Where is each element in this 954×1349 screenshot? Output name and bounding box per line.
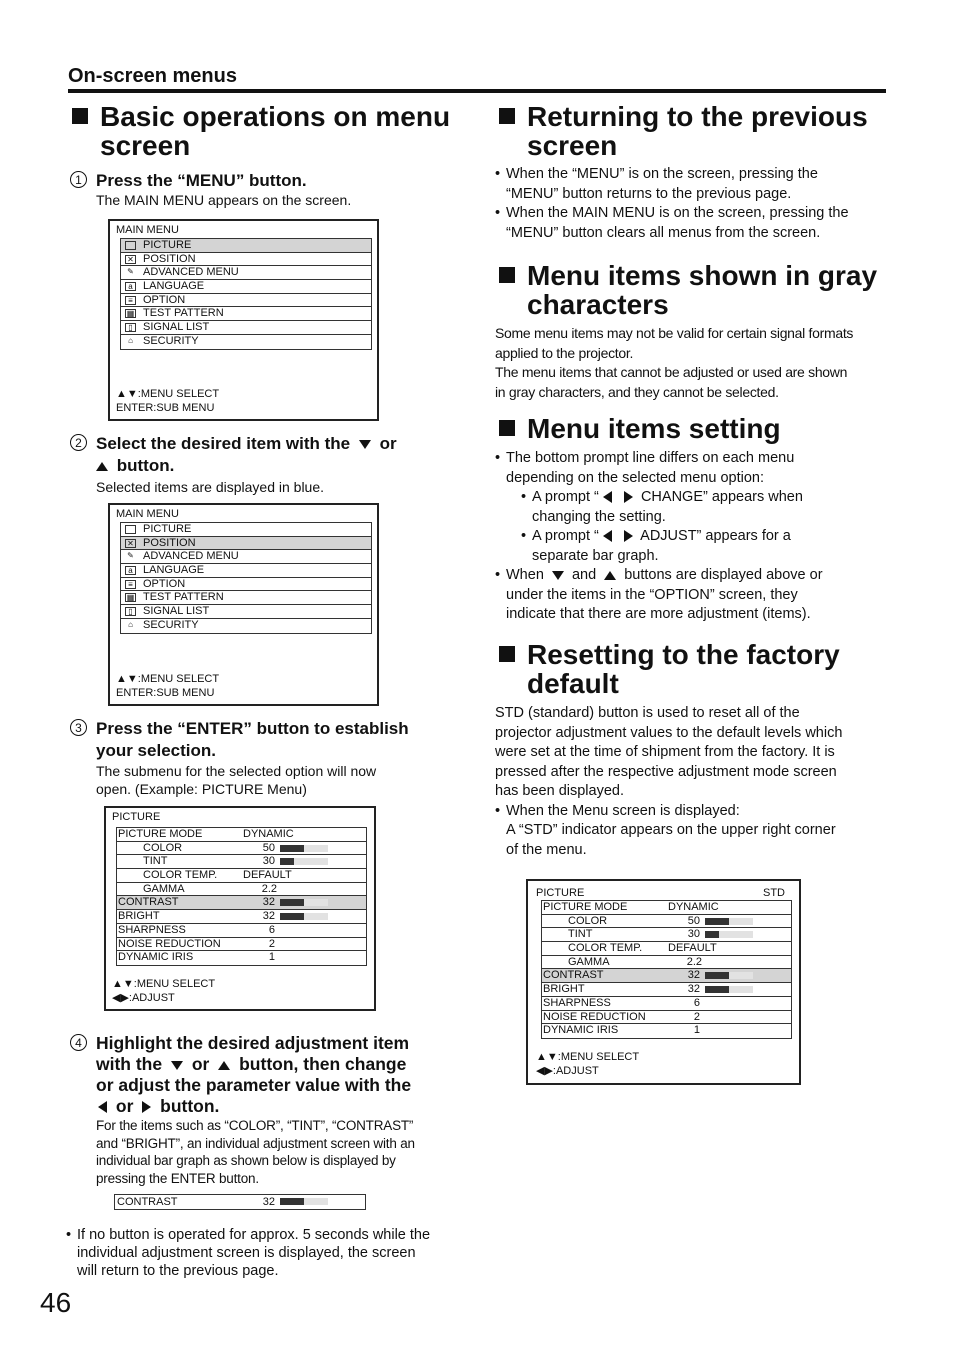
picture-menu-row[interactable]	[542, 969, 791, 983]
picture-menu-row[interactable]	[117, 924, 366, 938]
contrast-value: 32	[262, 1196, 275, 1208]
picture-menu-row[interactable]	[117, 883, 366, 897]
heading-reset: Resetting to the factory default	[497, 640, 897, 698]
picture-menu-row[interactable]	[117, 938, 366, 952]
main-menu-screen-2	[108, 503, 379, 706]
step-1-desc: The MAIN MENU appears on the screen.	[96, 192, 352, 208]
std-indicator: STD	[763, 887, 785, 899]
row-value: 32	[687, 983, 700, 996]
row-label: COLOR	[143, 841, 183, 854]
menu-footer-select: ▲▼:MENU SELECT	[536, 1051, 640, 1063]
menu-item-security[interactable]: ⌂ SECURITY	[121, 619, 371, 633]
step-3: 3 Press the “ENTER” button to establish your selection.	[68, 718, 409, 762]
level-bar	[705, 918, 753, 925]
menu-item-picture[interactable]: PICTURE	[121, 523, 371, 537]
row-value: DYNAMIC	[243, 828, 294, 840]
right-arrow-icon	[624, 491, 633, 503]
row-label: DYNAMIC IRIS	[543, 1024, 619, 1037]
down-arrow-icon	[359, 440, 371, 449]
menu-item-position[interactable]: ✕ POSITION	[121, 537, 371, 551]
row-label: GAMMA	[143, 882, 185, 895]
menu-title: MAIN MENU	[116, 224, 179, 236]
menu-item-security[interactable]: ⌂ SECURITY	[121, 335, 371, 349]
picture-menu-row[interactable]	[117, 951, 366, 965]
level-bar	[280, 845, 328, 852]
row-value: 2.2	[686, 955, 702, 968]
picture-menu-row[interactable]	[542, 956, 791, 970]
row-label: CONTRAST	[543, 969, 604, 982]
picture-menu-row[interactable]	[542, 928, 791, 942]
menu-list	[120, 522, 372, 634]
level-bar	[705, 972, 753, 979]
test-pattern-icon: ▦	[126, 593, 135, 603]
returning-text: • When the “MENU” is on the screen, pressing the “MENU” button returns to the previous page. • When the MAIN MENU is on the screen, pressing the “MENU” button clears all menus from the screen.	[495, 165, 895, 243]
gray-text: Some menu items may not be valid for certain signal formats applied to the projector. The menu items that cannot be adjusted or used are shown in gray characters, and they cannot be selected.	[495, 325, 854, 400]
picture-menu-row[interactable]	[117, 896, 366, 910]
contrast-adjust-bar[interactable]	[114, 1194, 366, 1210]
heading-bullet-square	[499, 646, 515, 662]
picture-menu-row[interactable]	[542, 997, 791, 1011]
option-icon: ≡	[125, 296, 136, 305]
level-bar-fill	[705, 972, 729, 979]
step-2-desc: Selected items are displayed in blue.	[96, 479, 325, 495]
advanced-icon: ✎	[127, 267, 134, 277]
up-arrow-icon	[96, 462, 108, 471]
heading-gray-items: Menu items shown in gray characters	[497, 261, 907, 319]
menu-item-test-pattern[interactable]: ▦ TEST PATTERN	[121, 307, 371, 321]
menu-footer-select: ▲▼:MENU SELECT	[116, 388, 220, 400]
contrast-label: CONTRAST	[117, 1196, 178, 1208]
position-icon: ✕	[125, 539, 136, 548]
level-bar-fill	[705, 931, 719, 938]
heading-bullet-square	[499, 267, 515, 283]
level-bar-fill	[280, 899, 304, 906]
step-title: Press the “MENU” button.	[96, 171, 307, 190]
menu-item-signal-list[interactable]: ▯ SIGNAL LIST	[121, 605, 371, 619]
menu-item-option[interactable]: ≡ OPTION	[121, 578, 371, 592]
menu-item-picture[interactable]: PICTURE	[121, 239, 371, 253]
row-label: BRIGHT	[118, 910, 160, 923]
row-label: TINT	[568, 928, 593, 941]
menu-footer-adjust: ◀▶:ADJUST	[112, 992, 175, 1004]
left-arrow-icon	[603, 491, 612, 503]
row-value: 30	[687, 928, 700, 941]
level-bar-fill	[280, 845, 304, 852]
row-value: 32	[262, 896, 275, 909]
picture-menu-row[interactable]	[117, 828, 366, 842]
menu-footer-select: ▲▼:MENU SELECT	[112, 978, 216, 990]
main-menu-screen	[108, 219, 379, 421]
left-arrow-icon	[98, 1101, 107, 1113]
heading-items-setting: Menu items setting	[497, 414, 897, 443]
picture-menu-row[interactable]	[117, 855, 366, 869]
menu-footer-enter: ENTER:SUB MENU	[116, 402, 215, 414]
menu-title: MAIN MENU	[116, 508, 179, 520]
level-bar-fill	[705, 918, 729, 925]
right-arrow-icon	[624, 530, 633, 542]
row-value: 32	[262, 910, 275, 923]
picture-menu-row[interactable]	[117, 869, 366, 883]
step-1	[68, 170, 307, 192]
step-number: 3	[70, 719, 87, 736]
row-label: BRIGHT	[543, 983, 585, 996]
row-label: COLOR TEMP.	[568, 942, 643, 955]
row-value: 50	[262, 841, 275, 854]
level-bar	[280, 858, 328, 865]
row-value: 1	[268, 951, 275, 964]
heading-bullet-square	[499, 420, 515, 436]
step-4: 4 Highlight the desired adjustment item with the or button, then change or adjust the parameter value with the or button.	[68, 1033, 411, 1117]
row-label: COLOR TEMP.	[143, 869, 218, 882]
picture-menu-row[interactable]	[542, 1011, 791, 1025]
heading-bullet-square	[499, 108, 515, 124]
menu-footer-enter: ENTER:SUB MENU	[116, 687, 215, 699]
level-bar	[280, 899, 328, 906]
picture-menu-screen	[104, 806, 376, 1011]
picture-menu-row[interactable]	[542, 915, 791, 929]
row-label: DYNAMIC IRIS	[118, 951, 194, 964]
row-label: NOISE REDUCTION	[543, 1010, 646, 1023]
row-value: 6	[268, 923, 275, 936]
level-bar-fill	[280, 858, 294, 865]
setting-text: • The bottom prompt line differs on each menu depending on the selected menu option: • A prompt “ CHANGE” appears when changing the setting. • A prompt “ ADJUST” appears for a separate bar graph. • When and buttons are displayed above or under the items in the “OPTION” screen, they indicate that there are more adjustment (items).	[495, 449, 895, 625]
picture-icon	[125, 525, 136, 534]
row-value: 32	[687, 969, 700, 982]
right-arrow-icon	[142, 1101, 151, 1113]
heading-returning: Returning to the previous screen	[497, 102, 897, 160]
up-arrow-icon	[218, 1061, 230, 1070]
row-value: 1	[693, 1024, 700, 1037]
step-4-desc: For the items such as “COLOR”, “TINT”, “CONTRAST” and “BRIGHT”, an individual adjustment screen with an individual bar graph as shown below is displayed by pressing the ENTER button.	[96, 1118, 415, 1186]
row-value: 2	[693, 1010, 700, 1023]
row-label: SHARPNESS	[118, 923, 186, 936]
picture-icon	[125, 241, 136, 250]
heading-basic-operations: Basic operations on menu screen	[70, 102, 470, 160]
menu-list	[120, 238, 372, 350]
level-bar-fill	[280, 913, 304, 920]
signal-list-icon: ▯	[125, 323, 136, 332]
level-bar	[280, 913, 328, 920]
heading-bullet-square	[72, 108, 88, 124]
row-label: SHARPNESS	[543, 996, 611, 1009]
language-icon: a	[125, 566, 136, 575]
row-label: PICTURE MODE	[118, 828, 203, 840]
menu-item-advanced[interactable]: ✎ ADVANCED MENU	[121, 266, 371, 280]
language-icon: a	[125, 282, 136, 291]
picture-menu-row[interactable]	[542, 942, 791, 956]
page-number: 46	[40, 1287, 72, 1318]
lock-icon: ⌂	[128, 619, 133, 629]
row-value: DEFAULT	[243, 869, 292, 882]
picture-menu-list	[541, 900, 792, 1039]
step-number: 1	[70, 171, 87, 188]
row-value: DEFAULT	[668, 942, 717, 955]
menu-footer-adjust: ◀▶:ADJUST	[536, 1065, 599, 1077]
picture-menu-row[interactable]	[542, 983, 791, 997]
menu-item-option[interactable]: ≡ OPTION	[121, 294, 371, 308]
menu-footer-select: ▲▼:MENU SELECT	[116, 673, 220, 685]
picture-menu-list	[116, 827, 367, 966]
row-value: 30	[262, 855, 275, 868]
signal-list-icon: ▯	[125, 607, 136, 616]
menu-item-signal-list[interactable]: ▯ SIGNAL LIST	[121, 321, 371, 335]
step-3-desc: The submenu for the selected option will now open. (Example: PICTURE Menu)	[96, 763, 377, 797]
note-timeout: • If no button is operated for approx. 5 seconds while the individual adjustment screen is displayed, the screen will return to the previous page.	[66, 1226, 466, 1280]
step-number: 4	[70, 1034, 87, 1051]
advanced-icon: ✎	[127, 551, 134, 561]
contrast-bar-graph	[280, 1198, 328, 1205]
left-arrow-icon	[603, 530, 612, 542]
picture-menu-row[interactable]	[117, 842, 366, 856]
menu-title: PICTURE	[536, 887, 585, 899]
picture-menu-row[interactable]	[117, 910, 366, 924]
lock-icon: ⌂	[128, 335, 133, 345]
up-arrow-icon	[604, 571, 616, 580]
level-bar-fill	[705, 986, 729, 993]
option-icon: ≡	[125, 580, 136, 589]
level-bar	[705, 931, 753, 938]
menu-item-test-pattern[interactable]: ▦ TEST PATTERN	[121, 591, 371, 605]
test-pattern-icon: ▦	[126, 309, 135, 319]
row-label: PICTURE MODE	[543, 901, 628, 913]
row-label: GAMMA	[568, 955, 610, 968]
picture-menu-std-screen	[526, 879, 801, 1085]
down-arrow-icon	[552, 571, 564, 580]
picture-menu-row[interactable]	[542, 1024, 791, 1038]
menu-item-position[interactable]: ✕ POSITION	[121, 253, 371, 267]
row-value: 6	[693, 996, 700, 1009]
row-value: 50	[687, 914, 700, 927]
menu-item-advanced[interactable]: ✎ ADVANCED MENU	[121, 550, 371, 564]
row-value: 2.2	[261, 882, 277, 895]
row-label: NOISE REDUCTION	[118, 937, 221, 950]
row-value: 2	[268, 937, 275, 950]
header-rule	[68, 89, 886, 93]
row-label: COLOR	[568, 914, 608, 927]
step-number: 2	[70, 434, 87, 451]
menu-item-language[interactable]: a LANGUAGE	[121, 280, 371, 294]
position-icon: ✕	[125, 255, 136, 264]
row-value: DYNAMIC	[668, 901, 719, 913]
reset-text: STD (standard) button is used to reset all of the projector adjustment values to the default levels which were set at the time of shipment from the factory. It is pressed after the respective adjustment mode screen has been displayed. • When the Menu screen is displayed: A “STD” indicator appears on the upper right corner of the menu.	[495, 704, 895, 860]
menu-title: PICTURE	[112, 811, 161, 823]
section-label: On-screen menus	[68, 65, 237, 87]
down-arrow-icon	[171, 1061, 183, 1070]
step-2: 2 Select the desired item with the or button.	[68, 433, 397, 477]
menu-item-language[interactable]: a LANGUAGE	[121, 564, 371, 578]
picture-menu-row[interactable]	[542, 901, 791, 915]
row-label: TINT	[143, 855, 168, 868]
row-label: CONTRAST	[118, 896, 179, 909]
level-bar	[705, 986, 753, 993]
